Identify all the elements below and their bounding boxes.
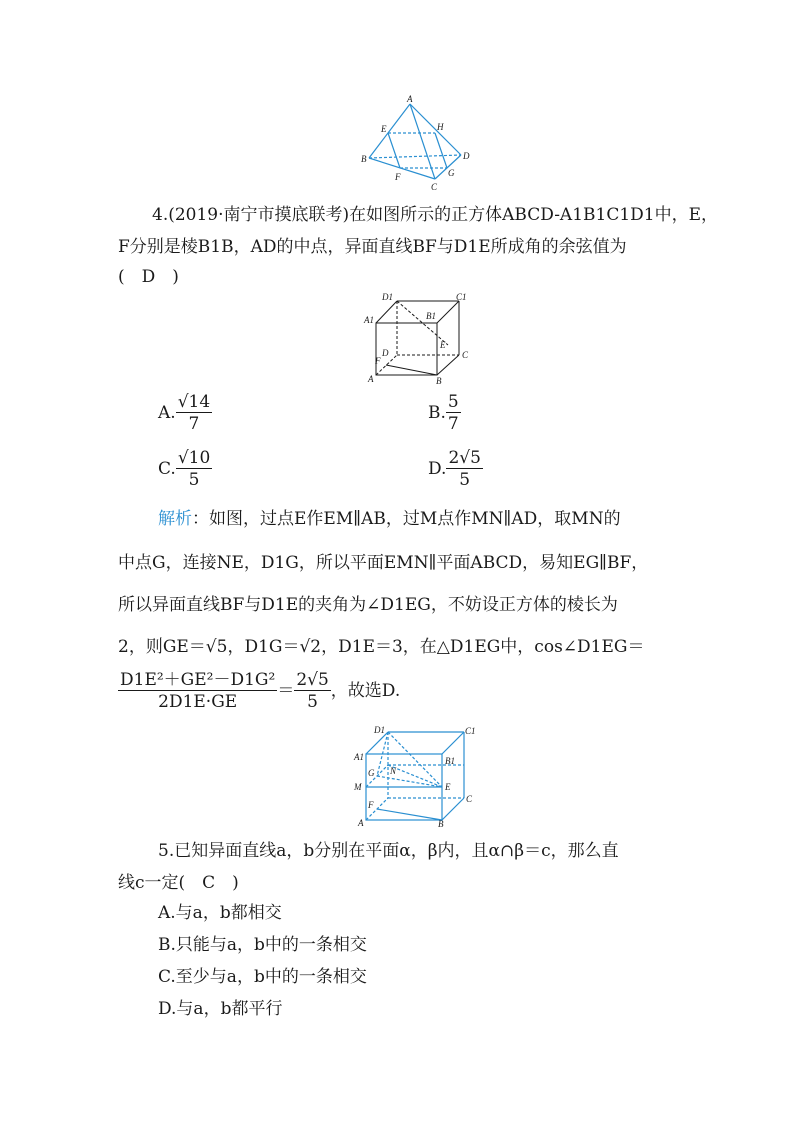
q4-option-b: B. $\frac{5}{7}$ — [428, 392, 459, 434]
label-G: G — [368, 768, 375, 778]
label-A: A — [407, 94, 413, 104]
solution-line4: 2，则GE＝√5，D1G＝√2，D1E＝3，在△D1EG中，cos∠D1EG＝ — [118, 637, 645, 657]
q4-line1: 4.(2019·南宁市摸底联考)在如图所示的正方体ABCD-A1B1C1D1中，E， — [152, 205, 719, 225]
solution-frac-num: D1E²＋GE²－D1G² — [120, 670, 276, 690]
label-D1: D1 — [382, 292, 393, 302]
q4-option-c: C. $\frac{√10}{5}$ — [158, 448, 211, 490]
q5-option-d: D.与a，b都平行 — [158, 999, 283, 1019]
tetrahedron-figure — [355, 92, 475, 192]
label-C1: C1 — [456, 292, 467, 302]
solution-cube-figure — [352, 726, 482, 828]
cube-figure — [362, 292, 474, 387]
solution-line1: 解析：如图，过点E作EM∥AB，过M点作MN∥AD，取MN的 — [158, 509, 621, 529]
label-A1: A1 — [354, 752, 364, 762]
label-C: C — [462, 350, 469, 360]
label-D: D — [382, 348, 389, 358]
label-F: F — [375, 356, 381, 366]
label-H: H — [437, 122, 444, 132]
label-G: G — [448, 168, 455, 178]
q5-option-a: A.与a，b都相交 — [158, 903, 282, 923]
label-M: M — [354, 782, 362, 792]
solution-line3: 所以异面直线BF与D1E的夹角为∠D1EG，不妨设正方体的棱长为 — [118, 595, 618, 615]
label-A: A — [368, 374, 374, 384]
label-E: E — [381, 124, 387, 134]
q5-option-b: B.只能与a，b中的一条相交 — [158, 935, 367, 955]
q5-line1: 5.已知异面直线a，b分别在平面α，β内，且α∩β＝c，那么直 — [158, 841, 619, 861]
q4-answer: ( D ) — [118, 267, 179, 287]
label-F: F — [368, 800, 374, 810]
q4-option-a: A. $\frac{√14}{7}$ — [158, 392, 211, 434]
solution-line2: 中点G，连接NE，D1G，所以平面EMN∥平面ABCD，易知EG∥BF， — [118, 553, 649, 573]
label-D1: D1 — [374, 726, 385, 735]
q4-option-d: D. $\frac{2√5}{5}$ — [428, 448, 481, 490]
label-E: E — [445, 782, 451, 792]
solution-fraction-line: $\frac{\text{D1E²＋GE²－D1G²}}{2D1E\cdot GE}$ ＝ $\frac{2√5}{5}$ ，故选D. — [120, 670, 401, 712]
label-B: B — [361, 154, 367, 164]
label-A: A — [358, 818, 364, 828]
label-C1: C1 — [465, 726, 476, 736]
solution-tag: 解析 — [158, 509, 192, 529]
q4-line2: F分别是棱B1B，AD的中点，异面直线BF与D1E所成角的余弦值为 — [118, 237, 627, 257]
label-B1: B1 — [426, 311, 436, 321]
label-D: D — [463, 151, 470, 161]
label-C: C — [466, 794, 473, 804]
label-B1: B1 — [445, 756, 455, 766]
label-F: F — [395, 172, 401, 182]
label-B: B — [438, 819, 444, 828]
label-B: B — [436, 376, 442, 386]
solution-frac-den: 2D1E·GE — [158, 692, 238, 712]
label-C: C — [431, 182, 438, 192]
q5-line2: 线c一定( C ) — [118, 873, 239, 893]
label-N: N — [390, 766, 397, 776]
label-A1: A1 — [364, 315, 374, 325]
label-E: E — [440, 340, 446, 350]
q5-option-c: C.至少与a，b中的一条相交 — [158, 967, 367, 987]
